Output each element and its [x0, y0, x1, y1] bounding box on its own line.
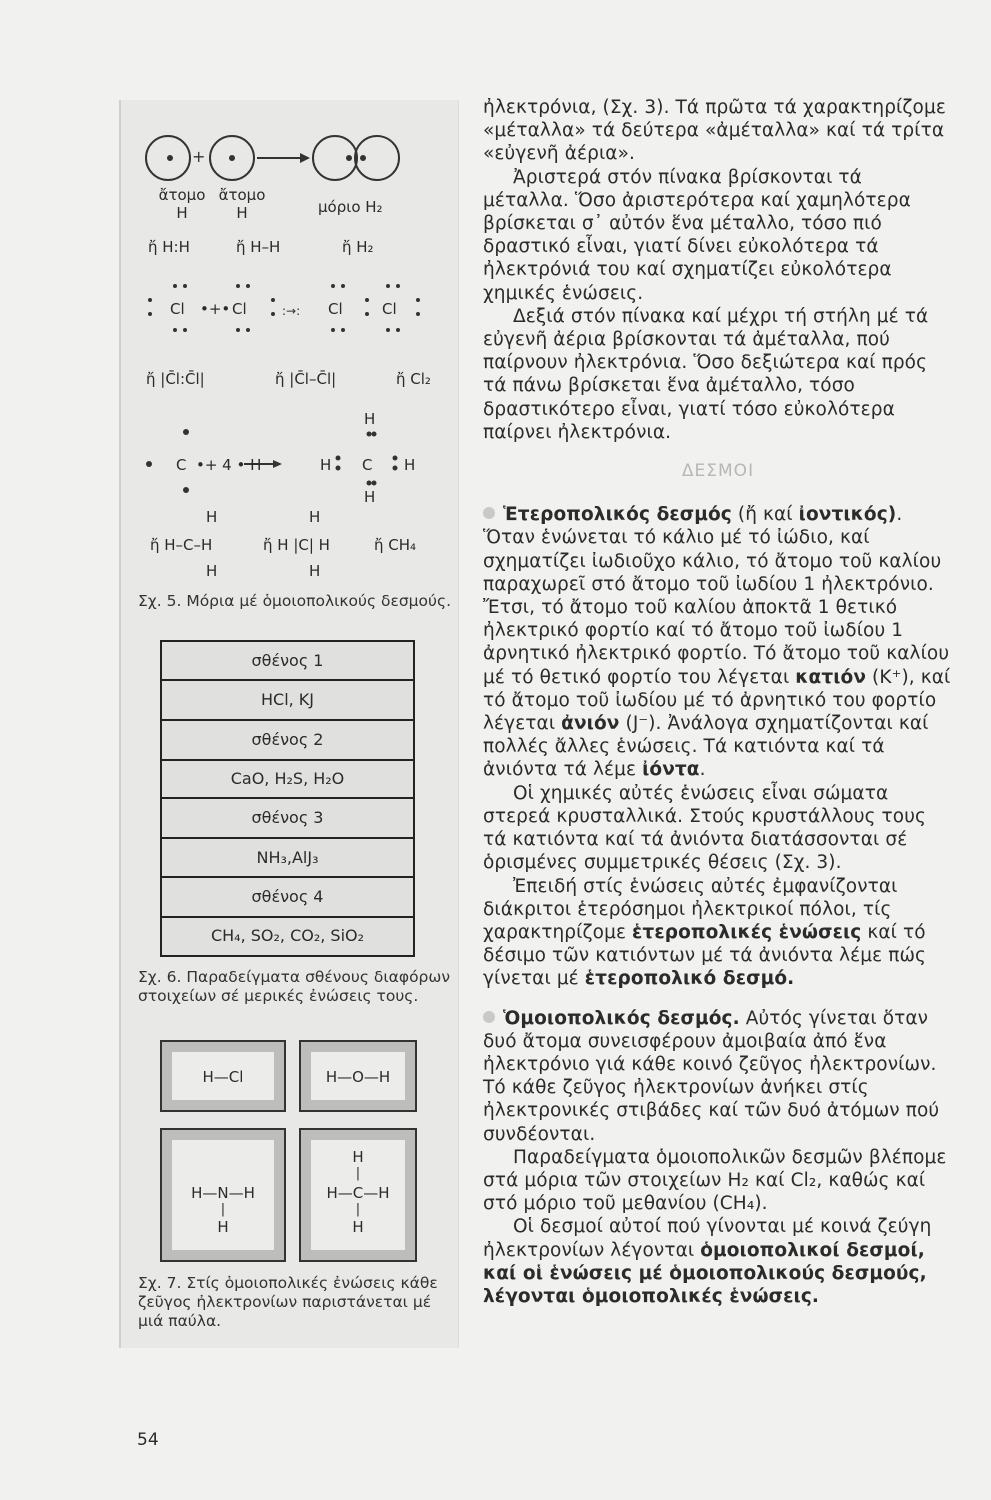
bond-box-hcl [160, 1040, 286, 1112]
paragraph: Δεξιά στόν πίνακα καί μέχρι τή στήλη μέ τά εὐγενῆ ἀέρια βρίσκονται τά ἀμέταλλα, πού παίρνουν ἠλεκτρόνια. Ὅσο δεξιώτερα καί πρός τά πάνω βρίσκεται ἕνα ἀμέταλλο, τόσο δραστικότερο εἶναι, γιατί τόσο εὐκολότερα παίρνει ἠλεκτρόνια. [483, 305, 929, 443]
ch4-h: H [364, 488, 376, 506]
hcl-formula: H—Cl [202, 1068, 244, 1086]
ch4-top-h: H [352, 1148, 364, 1166]
term-ions: ἰόντα [642, 759, 700, 781]
ch4-h: H [404, 456, 416, 474]
term-anion: ἀνιόν [561, 713, 620, 735]
bond-box-h2o [299, 1040, 417, 1112]
reaction-arrow: :→: [282, 304, 301, 318]
ch4-h: H [320, 456, 332, 474]
ch4-bottom-h: H [309, 562, 321, 580]
paragraph: Ἀριστερά στόν πίνακα βρίσκονται τά μέταλλα. Ὅσο ἀριστερότερα καί χαμηλότερα βρίσκεται σ᾽ αὐτόν ἕνα μέταλλο, τόσο πιό δραστικό εἶναι, γιατί δίνει εὐκολότερα τά ἠλεκτρόνιά του καί σχηματίζει εὐκολότερα χημικές ἑνώσεις. [483, 166, 911, 304]
ch4-bottom-h: H [206, 562, 218, 580]
body-text [483, 96, 953, 1308]
h2-form: ἤ H₂ [342, 238, 374, 256]
covalent-title: Ὁμοιοπολικός δεσμός. [503, 1007, 740, 1029]
paragraph: ἠλεκτρόνια, (Σχ. 3). Τά πρῶτα τά χαρακτηρίζομε «μέταλλα» τά δεύτερα «ἀμέταλλα» καί τά τρίτα «εὐγενῆ ἀέρια». [483, 97, 946, 165]
ch4-h: H [364, 410, 376, 428]
valence-row: σθένος 2 [162, 721, 413, 761]
atom1-label: ἄτομο H [158, 186, 206, 222]
paragraph: Οἱ χημικές αὐτές ἑνώσεις εἶναι σώματα στερεά κρυσταλλικά. Στούς κρυστάλλους τους τά κατιόντα καί τά ἀνιόντα διατάσσονται σέ ὁρισμένες συμμετρικές θέσεις (Σχ. 3). [483, 782, 926, 874]
ch4-top-h: H [206, 508, 218, 526]
term-cation: κατιόν [795, 666, 867, 688]
ch4-form: ἤ H |C| H [263, 536, 330, 554]
nh3-bottom-h: H [217, 1218, 229, 1236]
cl-form: ἤ |C̄l–C̄l| [275, 370, 337, 388]
page-number: 54 [137, 1430, 159, 1450]
bond-box-nh3: H—N—H | H [160, 1128, 286, 1262]
figure5-caption: Σχ. 5. Μόρια μέ ὁμοιοπολικούς δεσμούς. [138, 592, 451, 610]
paragraph-ionic: Ἑτεροπολικός δεσμός (ἤ καί ἰοντικός). Ὅταν ἑνώνεται τό κάλιο μέ τό ἰώδιο, καί σχηματίζει ἰωδιοῦχο κάλιο, τό ἄτομο τοῦ καλίου παραχωρεῖ στό ἄτομο τοῦ ἰωδίου 1 ἠλεκτρόνιο. Ἔτσι, τό ἄτομο τοῦ καλίου ἀποκτᾶ 1 θετικό ἠλεκτρικό φορτίο καί τό ἄτομο τοῦ ἰωδίου 1 ἀρνητικό ἠλεκτρικό φορτίο. Τό ἄτομο τοῦ καλίου μέ τό θετικό φορτίο του λέγεται κατιόν (K⁺), καί τό ἄτομο τοῦ ἰωδίου μέ τό ἀρνητικό του φορτίο λέγεται ἀνιόν (J⁻). Ἀνάλογα σχηματίζονται καί πολλές ἄλλες ἑνώσεις. Τά κατιόντα καί τά ἀνιόντα τά λέμε ἰόντα. [483, 504, 951, 781]
bullet-icon [483, 507, 495, 519]
ch4-form: ἤ H–C–H [150, 536, 213, 554]
figure6-caption: Σχ. 6. Παραδείγματα σθένους διαφόρων στοιχείων σέ μερικές ἐνώσεις τους. [138, 968, 451, 1005]
valence-row: σθένος 3 [162, 799, 413, 839]
ionic-title: Ἑτεροπολικός δεσμός [503, 504, 732, 526]
h2-form: ἤ H–H [236, 238, 281, 256]
valence-row: NH₃,AlJ₃ [162, 839, 413, 878]
ch4-top-h: H [309, 508, 321, 526]
cl-plus: •+• [200, 300, 231, 318]
ch4-c: C [362, 456, 373, 474]
paragraph: Παραδείγματα ὁμοιοπολικῶν δεσμῶν βλέπομε στά μόρια τῶν στοιχείων H₂ καί Cl₂, καθώς καί στό μόριο τοῦ μεθανίου (CH₄). [483, 1146, 947, 1215]
cl-atom: Cl [382, 300, 397, 318]
bullet-icon [483, 1011, 495, 1023]
valence-row: σθένος 1 [162, 642, 413, 681]
nh3-formula: H—N—H [191, 1184, 255, 1202]
paragraph-covalent: Ὁμοιοπολικός δεσμός. Αὐτός γίνεται ὅταν δυό ἄτομα συνεισφέρουν ἀμοιβαία ἀπό ἕνα ἠλεκτρόνιο γιά κάθε κοινό ζεῦγος ἠλεκτρονίων. Τό κάθε ζεῦγος ἠλεκτρονίων ἀνήκει στίς ἠλεκτρονικές στιβάδες καί τῶν δυό ἀτόμων πού συνδέονται. [483, 1007, 940, 1145]
cl-atom: Cl [328, 300, 343, 318]
paragraph-covalent-def: Οἱ δεσμοί αὐτοί πού γίνονται μέ κοινά ζεύγη ἠλεκτρονίων λέγονται ὁμοιοπολικοί δεσμοί, καί οἱ ἑνώσεις μέ ὁμοιοπολικούς δεσμούς, λέγονται ὁμοιοπολικές ἑνώσεις. [483, 1216, 932, 1307]
bond-box-ch4: H | H—C—H | H [299, 1128, 417, 1262]
ch4-form: ἤ CH₄ [374, 536, 417, 554]
valence-row: HCl, KJ [162, 681, 413, 721]
valence-row: CH₄, SO₂, CO₂, SiO₂ [210, 926, 365, 945]
svg-text:+: + [192, 147, 206, 166]
atom2-label: ἄτομο H [218, 186, 266, 222]
figure7-caption: Σχ. 7. Στίς ὁμοιοπολικές ἐνώσεις κάθε ζεῦγος ἠλεκτρονίων παριστάνεται μέ μιά παύλα. [138, 1274, 438, 1330]
ch4-carbon: C [176, 456, 187, 474]
cl-atom: Cl [170, 300, 185, 318]
paragraph-heteropolar: Ἐπειδή στίς ἑνώσεις αὐτές ἐμφανίζονται διάκριτοι ἑτερόσημοι ἠλεκτρικοί πόλοι, τίς χαρακτηρίζομε ἑτεροπολικές ἑνώσεις καί τό δέσιμο τῶν κατιόντων μέ τά ἀνιόντα λέμε πώς γίνεται μέ ἑτεροπολικό δεσμό. [483, 875, 927, 990]
ch4-formula: H—C—H [326, 1184, 390, 1202]
valence-table [160, 640, 415, 957]
ch4-bottom-h: H [352, 1218, 364, 1236]
valence-row: CaO, H₂S, H₂O [162, 761, 413, 799]
ionic-alt: ἰοντικός) [798, 504, 897, 526]
cl-atom: Cl [232, 300, 247, 318]
cl-form: ἤ |C̄l:C̄l| [146, 370, 205, 388]
ch4-plus: •+ 4 • H [196, 456, 262, 474]
section-heading: ΔΕΣΜΟΙ [681, 461, 755, 482]
molecule-label: μόριο H₂ [318, 198, 383, 216]
h2o-formula: H—O—H [325, 1068, 391, 1086]
h2-form: ἤ H:H [148, 238, 190, 256]
valence-row: σθένος 4 [162, 878, 413, 918]
cl-form: ἤ Cl₂ [396, 370, 431, 388]
